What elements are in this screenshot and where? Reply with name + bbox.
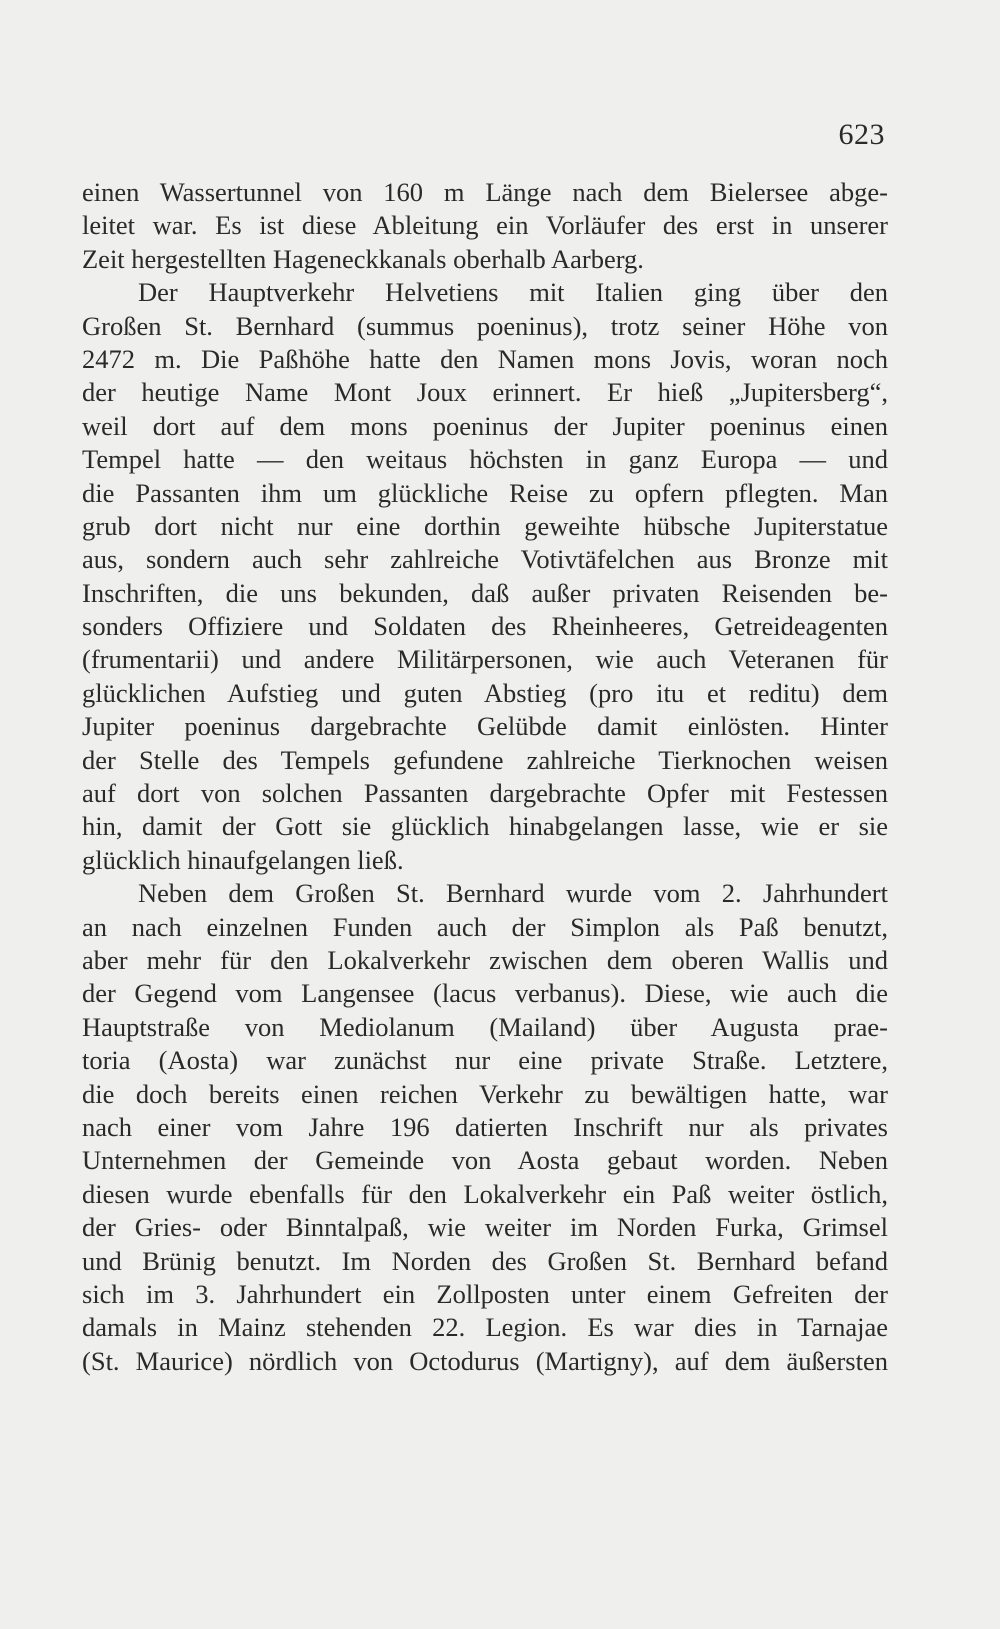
text-line: Hauptstraße von Mediolanum (Mailand) über Augusta prae- (82, 1011, 888, 1042)
page-number: 623 (838, 118, 885, 151)
text-line: grub dort nicht nur eine dorthin geweihte hübsche Jupiterstatue (82, 510, 888, 541)
text-line: glücklichen Aufstieg und guten Abstieg (pro itu et reditu) dem (82, 677, 888, 708)
paragraph (82, 176, 888, 276)
text-line: Großen St. Bernhard (summus poeninus), trotz seiner Höhe von (82, 310, 888, 341)
paragraph (82, 276, 888, 877)
text-line: und Brünig benutzt. Im Norden des Großen St. Bernhard befand (82, 1245, 888, 1276)
text-line: sich im 3. Jahrhundert ein Zollposten unter einem Gefreiten der (82, 1278, 888, 1309)
text-line: Jupiter poeninus dargebrachte Gelübde damit einlösten. Hinter (82, 711, 888, 742)
text-line: toria (Aosta) war zunächst nur eine private Straße. Letztere, (82, 1045, 888, 1076)
text-line: weil dort auf dem mons poeninus der Jupiter poeninus einen (82, 410, 888, 441)
text-line: der Stelle des Tempels gefundene zahlreiche Tierknochen weisen (82, 744, 888, 775)
text-line: hin, damit der Gott sie glücklich hinabgelangen lasse, wie er sie (82, 811, 888, 842)
text-line: an nach einzelnen Funden auch der Simplon als Paß benutzt, (82, 911, 888, 942)
text-line: einen Wassertunnel von 160 m Länge nach dem Bielersee abge- (82, 177, 888, 207)
body-text (82, 176, 888, 1378)
text-line: Zeit hergestellten Hageneckkanals oberhalb Aarberg. (82, 243, 644, 274)
text-line: die doch bereits einen reichen Verkehr zu bewältigen hatte, war (82, 1078, 888, 1109)
text-line: auf dort von solchen Passanten dargebrachte Opfer mit Festessen (82, 778, 888, 809)
text-line: 2472 m. Die Paßhöhe hatte den Namen mons Jovis, woran noch (82, 343, 888, 374)
paragraph (82, 877, 888, 1378)
text-line: Inschriften, die uns bekunden, daß außer privaten Reisenden be- (82, 577, 888, 608)
text-line: aus, sondern auch sehr zahlreiche Votivtäfelchen aus Bronze mit (82, 544, 888, 575)
text-line: damals in Mainz stehenden 22. Legion. Es war dies in Tarnajae (82, 1312, 888, 1343)
text-line: Der Hauptverkehr Helvetiens mit Italien ging über den (138, 277, 888, 308)
text-line: aber mehr für den Lokalverkehr zwischen dem oberen Wallis und (82, 944, 888, 975)
text-line: nach einer vom Jahre 196 datierten Inschrift nur als privates (82, 1111, 888, 1142)
text-line: (frumentarii) und andere Militärpersonen, wie auch Veteranen für (82, 644, 888, 675)
text-line: diesen wurde ebenfalls für den Lokalverkehr ein Paß weiter östlich, (82, 1178, 888, 1209)
text-line: (St. Maurice) nördlich von Octodurus (Martigny), auf dem äußersten (82, 1345, 888, 1376)
text-line: sonders Offiziere und Soldaten des Rheinheeres, Getreideagenten (82, 611, 888, 642)
text-line: glücklich hinaufgelangen ließ. (82, 844, 404, 875)
text-line: Neben dem Großen St. Bernhard wurde vom 2. Jahrhundert (138, 878, 888, 909)
text-line: der Gegend vom Langensee (lacus verbanus). Diese, wie auch die (82, 978, 888, 1009)
text-line: leitet war. Es ist diese Ableitung ein Vorläufer des erst in unserer (82, 210, 888, 241)
text-line: die Passanten ihm um glückliche Reise zu opfern pflegten. Man (82, 477, 888, 508)
text-line: Tempel hatte — den weitaus höchsten in ganz Europa — und (82, 444, 888, 475)
text-line: der heutige Name Mont Joux erinnert. Er hieß „Jupitersberg“, (82, 377, 888, 408)
text-line: der Gries- oder Binntalpaß, wie weiter im Norden Furka, Grimsel (82, 1212, 888, 1243)
text-line: Unternehmen der Gemeinde von Aosta gebaut worden. Neben (82, 1145, 888, 1176)
